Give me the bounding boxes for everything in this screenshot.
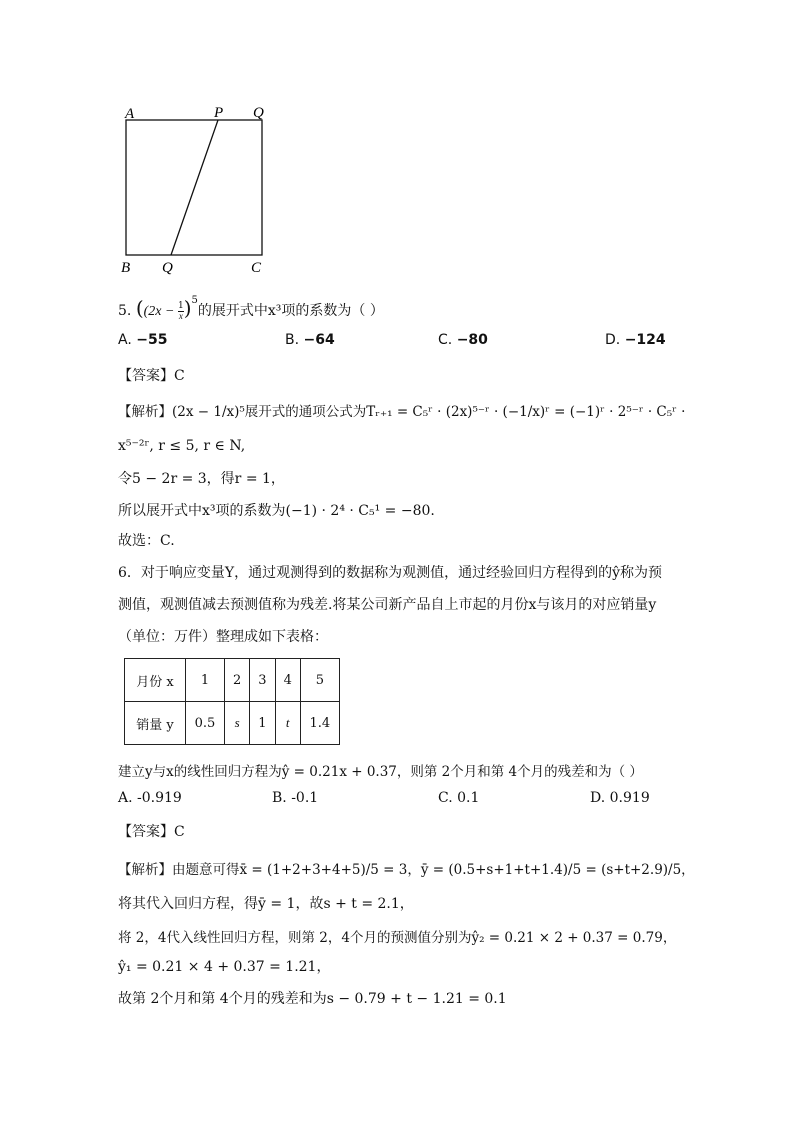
option-value: -0.1: [291, 790, 319, 806]
q5-analysis-line1: [118, 400, 685, 420]
q6-option-b[interactable]: [272, 790, 318, 806]
option-label: B.: [272, 790, 287, 806]
table-cell: 2: [225, 659, 250, 702]
analysis-head: 【解析】: [118, 404, 172, 420]
q6-analysis-line2: 将其代入回归方程，得ȳ = 1，故s + t = 2.1，: [118, 896, 414, 912]
analysis-body: (2x − 1/x)⁵展开式的通项公式为Tᵣ₊₁ = C₅ʳ · (2x)⁵⁻ʳ · (−1/x)ʳ = (−1)ʳ · 2⁵⁻ʳ · C₅ʳ ·: [172, 404, 686, 420]
month-sales-table: [124, 658, 340, 745]
table-cell: 1: [186, 659, 225, 702]
q5-exponent: 5: [191, 295, 198, 307]
q6-stem-line3: （单位：万件）整理成如下表格：: [118, 629, 328, 645]
q5-answer: 【答案】C: [118, 368, 185, 384]
q5-stem-pre: (2x −: [143, 304, 178, 319]
q5-number: 5.: [118, 303, 132, 319]
q5-analysis-line3: 令5 − 2r = 3，得r = 1，: [118, 471, 285, 487]
q6-option-a[interactable]: [118, 790, 182, 806]
q6-option-c[interactable]: [438, 790, 479, 806]
q5-analysis-line2: x⁵⁻²ʳ, r ≤ 5, r ∈ N,: [118, 438, 246, 454]
label-c: C: [251, 260, 262, 276]
option-label: D.: [590, 790, 606, 806]
q5-option-a[interactable]: [118, 332, 167, 348]
option-value: −80: [456, 332, 488, 348]
option-label: A.: [118, 332, 132, 348]
q6-stem-line2: 测值，观测值减去预测值称为残差.将某公司新产品自上市起的月份x与该月的对应销量y: [118, 597, 657, 613]
q5-analysis-line5: 故选：C.: [118, 533, 175, 549]
paren-close: ): [183, 296, 192, 320]
q6-analysis-line1: 【解析】由题意可得x̄ = (1+2+3+4+5)/5 = 3，ȳ = (0.5+s+1+t+1.4)/5 = (s+t+2.9)/5，: [118, 862, 695, 878]
option-value: −124: [624, 332, 666, 348]
table-cell: 4: [275, 659, 300, 702]
square-figure: [110, 100, 280, 280]
option-label: C.: [438, 332, 453, 348]
option-label: A.: [118, 790, 133, 806]
table-cell: 月份 x: [125, 659, 186, 702]
q5-option-d[interactable]: [605, 332, 666, 348]
label-q-bottom: Q: [162, 260, 173, 276]
q5-option-b[interactable]: [285, 332, 335, 348]
q6-question: 建立y与x的线性回归方程为ŷ = 0.21x + 0.37，则第 2个月和第 4个月的残差和为（ ）: [118, 764, 643, 780]
label-q-top: Q: [253, 105, 264, 121]
table-cell: 1.4: [300, 702, 339, 745]
q6-answer: 【答案】C: [118, 824, 185, 840]
option-value: −55: [136, 332, 168, 348]
q5-stem: [118, 296, 384, 321]
table-cell: t: [275, 702, 300, 745]
segment-pq: [171, 120, 218, 255]
q6-analysis-line5: 故第 2个月和第 4个月的残差和为s − 0.79 + t − 1.21 = 0.1: [118, 991, 507, 1007]
table-row: [125, 659, 340, 702]
q5-analysis-line4: 所以展开式中x³项的系数为(−1) · 2⁴ · C₅¹ = −80.: [118, 503, 435, 519]
option-value: 0.919: [609, 790, 650, 806]
label-p: P: [214, 105, 224, 121]
option-value: 0.1: [457, 790, 480, 806]
table-cell: 销量 y: [125, 702, 186, 745]
option-value: -0.919: [137, 790, 182, 806]
table-cell: 1: [250, 702, 275, 745]
table-cell: 3: [250, 659, 275, 702]
label-a: A: [125, 106, 135, 122]
q6-analysis-line3: 将 2，4代入线性回归方程，则第 2，4个月的预测值分别为ŷ₂ = 0.21 × 2 + 0.37 = 0.79，: [118, 930, 677, 946]
table-cell: s: [225, 702, 250, 745]
q5-frac-num: 1: [177, 300, 184, 311]
q5-stem-post: 的展开式中x³项的系数为（ ）: [197, 303, 384, 319]
q5-frac-den: x: [178, 310, 183, 321]
option-label: D.: [605, 332, 621, 348]
q6-option-d[interactable]: [590, 790, 650, 806]
q6-stem-line1: 6．对于响应变量Y，通过观测得到的数据称为观测值，通过经验回归方程得到的ŷ称为预: [118, 565, 663, 581]
option-label: C.: [438, 790, 453, 806]
q5-option-c[interactable]: [438, 332, 488, 348]
table-cell: 5: [300, 659, 339, 702]
table-cell: 0.5: [186, 702, 225, 745]
paren-open: (: [135, 296, 144, 320]
table-row: [125, 702, 340, 745]
label-b: B: [121, 260, 131, 276]
option-value: −64: [303, 332, 335, 348]
q6-analysis-line4: ŷ₁ = 0.21 × 4 + 0.37 = 1.21，: [118, 959, 331, 975]
option-label: B.: [285, 332, 300, 348]
